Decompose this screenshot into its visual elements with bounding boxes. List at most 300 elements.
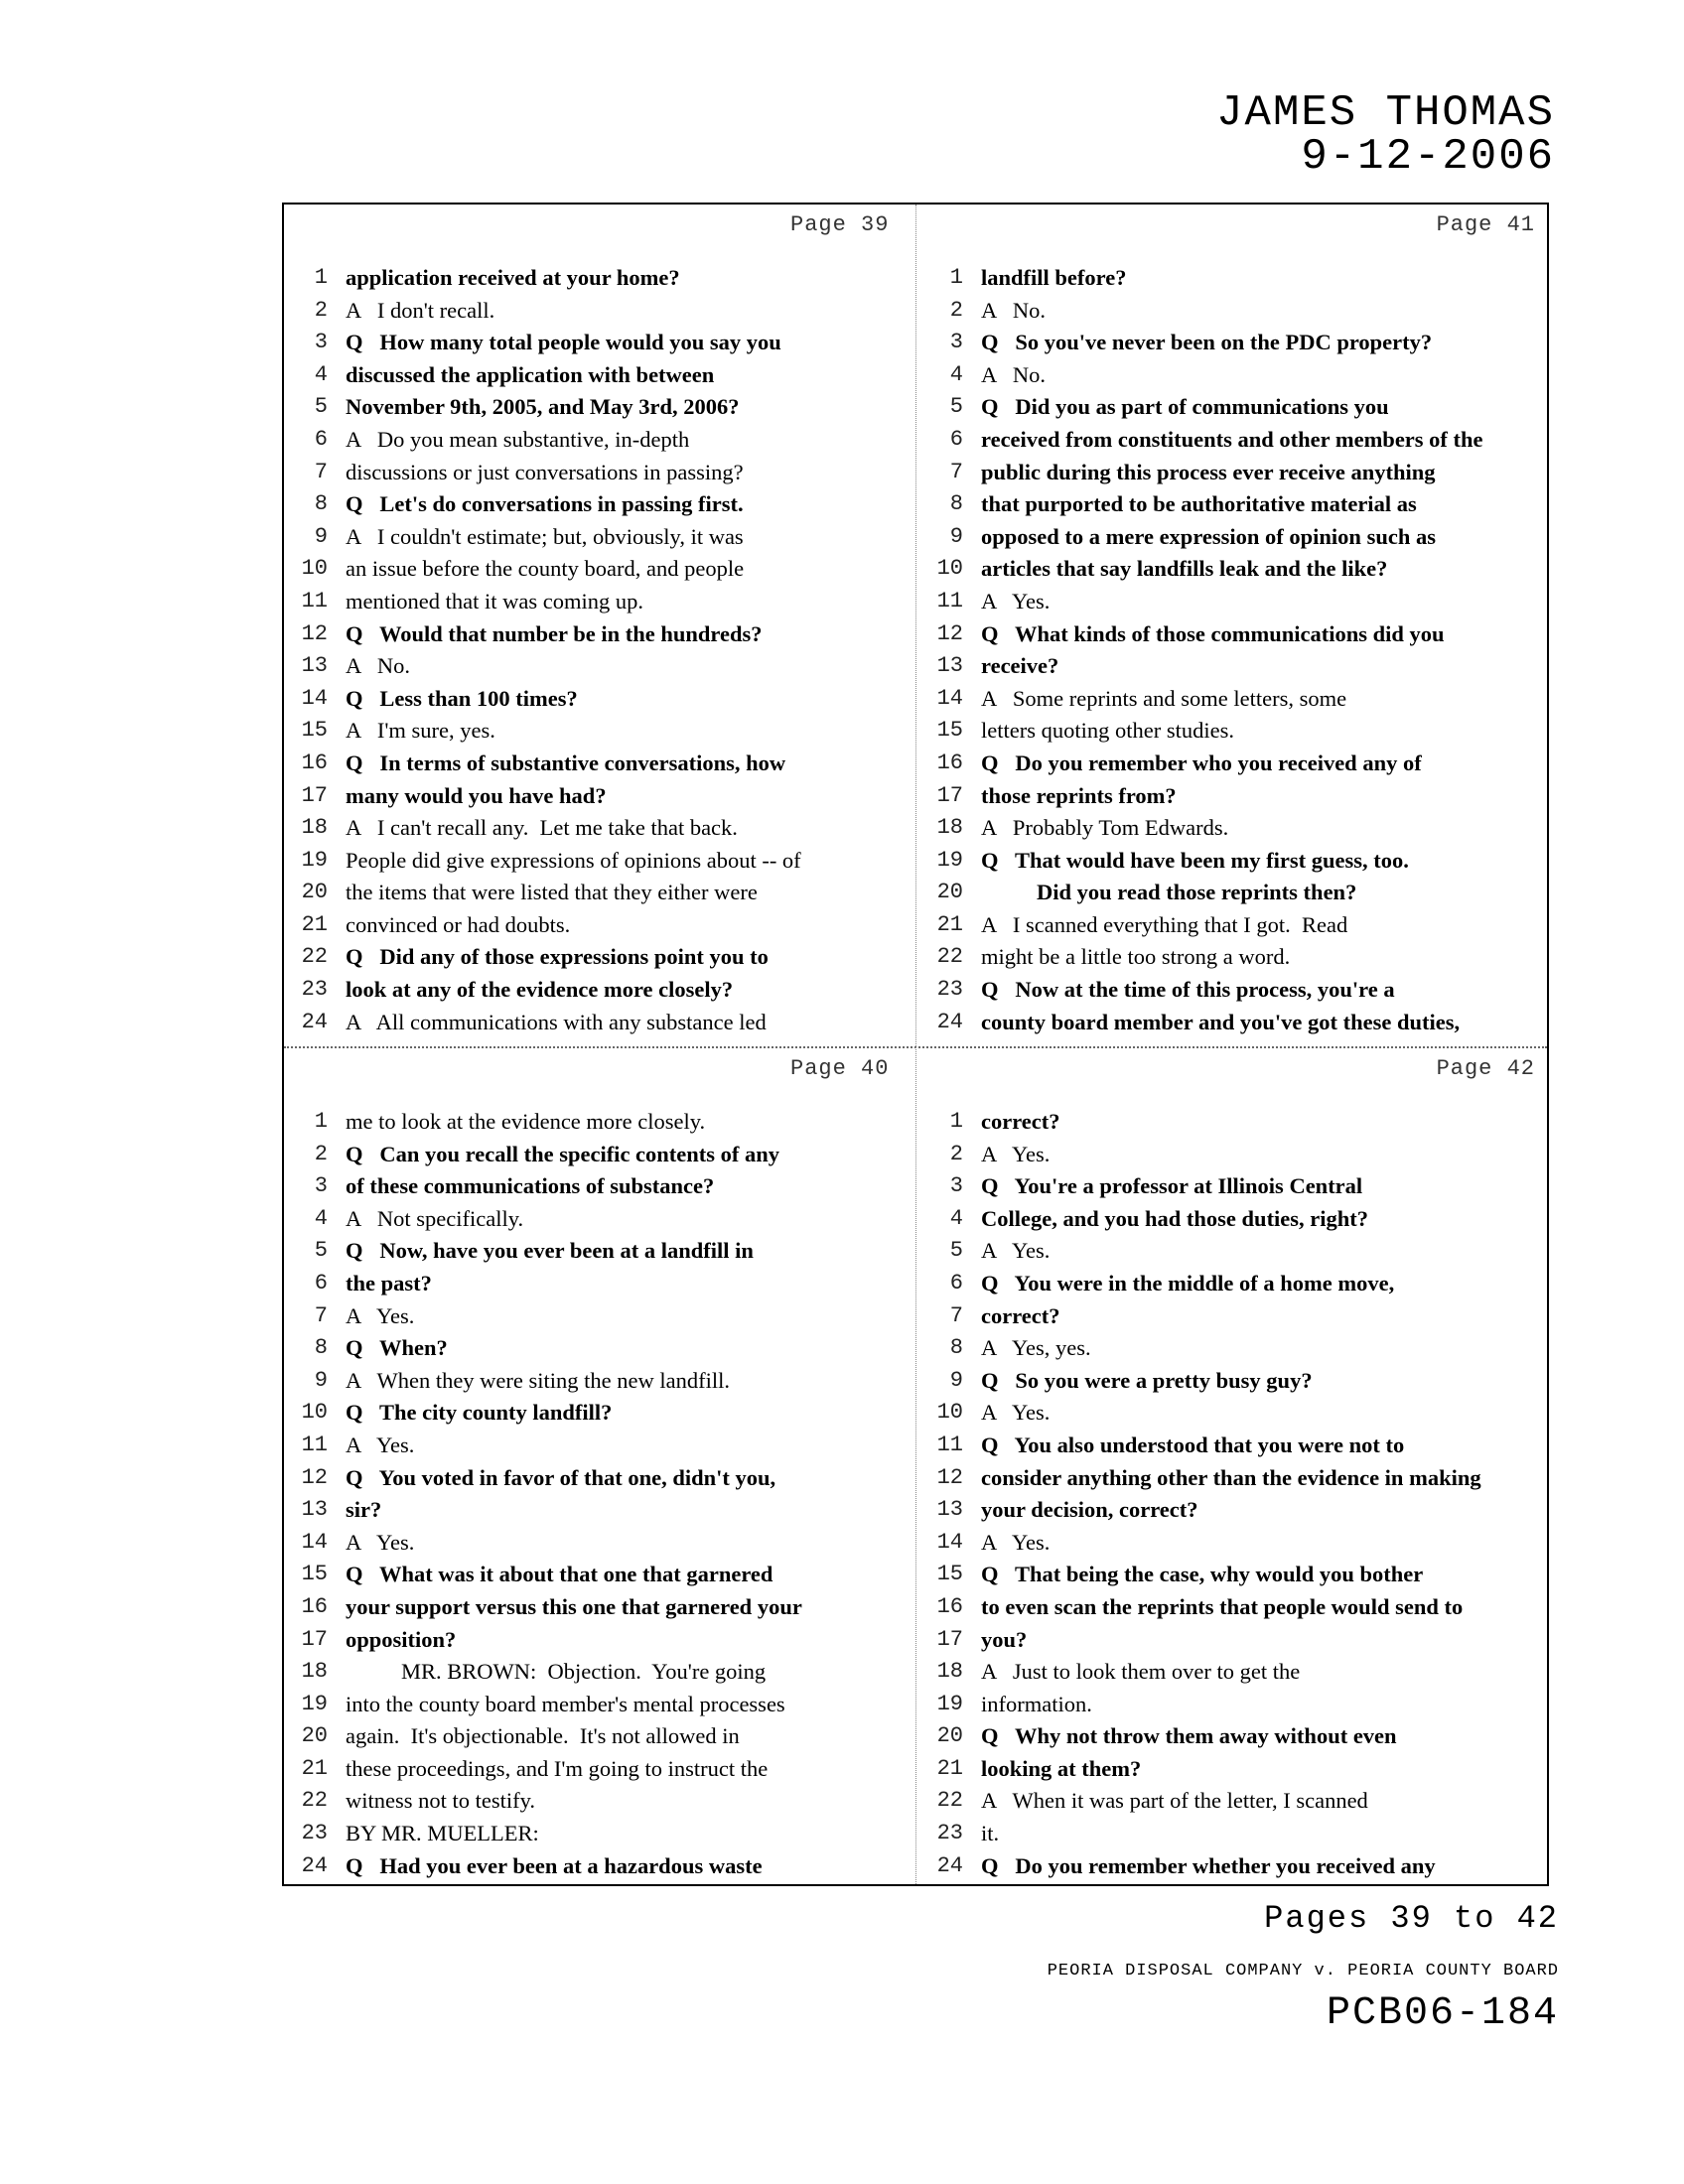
line-number: 21 [301, 1755, 328, 1781]
line-number: 23 [301, 1821, 328, 1846]
line-number: 2 [949, 297, 963, 323]
transcript-line [284, 1203, 915, 1236]
transcript-line [284, 845, 915, 878]
transcript-line [919, 295, 1551, 328]
line-text: Q What kinds of those communications did you [981, 620, 1445, 646]
line-text: receive? [981, 653, 1059, 679]
page-title: Page 39 [790, 212, 890, 237]
line-number: 13 [301, 1497, 328, 1523]
line-text: A Yes. [981, 1238, 1051, 1264]
transcript-line [919, 1850, 1551, 1883]
line-number: 7 [314, 459, 328, 484]
line-number: 6 [949, 1270, 963, 1296]
page-40-panel [284, 1048, 915, 1890]
line-text: Q Would that number be in the hundreds? [346, 620, 763, 646]
line-text: opposed to a mere expression of opinion such as [981, 523, 1436, 549]
transcript-line [919, 1785, 1551, 1818]
line-number: 1 [314, 1109, 328, 1134]
line-text: looking at them? [981, 1755, 1142, 1781]
line-number: 19 [936, 1691, 963, 1716]
line-number: 3 [314, 1173, 328, 1199]
transcript-line [919, 1430, 1551, 1462]
line-number: 7 [314, 1302, 328, 1328]
page-42-panel [919, 1048, 1551, 1890]
transcript-line [919, 748, 1551, 780]
line-number: 15 [301, 1562, 328, 1587]
line-text: discussions or just conversations in passing? [346, 459, 744, 484]
line-number: 16 [301, 1593, 328, 1619]
line-number: 1 [314, 265, 328, 290]
line-number: 22 [301, 944, 328, 970]
line-text: A Yes. [981, 588, 1051, 614]
line-number: 4 [949, 361, 963, 387]
line-number: 7 [949, 1302, 963, 1328]
line-number: 5 [314, 1238, 328, 1264]
transcript-line [919, 683, 1551, 716]
line-number: 17 [301, 782, 328, 808]
line-text: Q Why not throw them away without even [981, 1723, 1397, 1749]
line-text: consider anything other than the evidence in making [981, 1464, 1481, 1490]
line-number: 15 [936, 718, 963, 744]
transcript-line [919, 1462, 1551, 1495]
line-number: 18 [936, 1659, 963, 1685]
line-text: A Yes. [346, 1432, 415, 1457]
line-number: 18 [301, 815, 328, 841]
transcript-line [919, 1656, 1551, 1689]
line-text: might be a little too strong a word. [981, 944, 1291, 970]
line-text: landfill before? [981, 265, 1127, 290]
line-text: A Yes. [346, 1302, 415, 1328]
line-text: to even scan the reprints that people would send to [981, 1593, 1464, 1619]
line-number: 16 [936, 1593, 963, 1619]
line-text: A I don't recall. [346, 297, 495, 323]
transcript-line [284, 650, 915, 683]
line-number: 19 [301, 847, 328, 873]
line-number: 2 [314, 1141, 328, 1166]
line-text: again. It's objectionable. It's not allowed in [346, 1723, 740, 1749]
line-number: 19 [301, 1691, 328, 1716]
transcript-line [919, 618, 1551, 651]
transcript-line [284, 1818, 915, 1850]
transcript-line [284, 1753, 915, 1786]
line-text: A I can't recall any. Let me take that back. [346, 815, 738, 841]
line-number: 17 [936, 782, 963, 808]
transcript-line [284, 1365, 915, 1398]
transcript-line [284, 1300, 915, 1333]
line-text: A Probably Tom Edwards. [981, 815, 1229, 841]
transcript-line [919, 909, 1551, 942]
transcript-line [919, 1818, 1551, 1850]
transcript-line [919, 1332, 1551, 1365]
line-text: Q Did you as part of communications you [981, 394, 1389, 420]
line-text: an issue before the county board, and people [346, 556, 745, 582]
line-text: Q That being the case, why would you bother [981, 1562, 1424, 1587]
transcript-line [919, 974, 1551, 1007]
page-lines [919, 1106, 1551, 1882]
line-text: public during this process ever receive anything [981, 459, 1436, 484]
line-text: Q The city county landfill? [346, 1400, 613, 1426]
transcript-line [284, 941, 915, 974]
transcript-line [919, 488, 1551, 521]
line-number: 24 [936, 1009, 963, 1034]
transcript-line [919, 1591, 1551, 1624]
line-number: 14 [936, 685, 963, 711]
line-number: 2 [314, 297, 328, 323]
line-text: A Yes. [981, 1141, 1051, 1166]
pages-range: Pages 39 to 42 [1264, 1900, 1559, 1937]
line-number: 24 [936, 1852, 963, 1878]
transcript-frame [282, 203, 1549, 1886]
transcript-line [284, 391, 915, 424]
transcript-line [919, 586, 1551, 618]
transcript-line [919, 1689, 1551, 1721]
transcript-line [284, 618, 915, 651]
line-number: 3 [949, 1173, 963, 1199]
line-number: 12 [936, 1464, 963, 1490]
line-number: 15 [301, 718, 328, 744]
line-text: received from constituents and other members of the [981, 426, 1483, 452]
transcript-line [919, 1106, 1551, 1139]
line-number: 23 [301, 977, 328, 1003]
line-number: 5 [949, 394, 963, 420]
transcript-line [284, 1624, 915, 1657]
line-number: 11 [301, 1432, 328, 1457]
transcript-line [284, 1850, 915, 1883]
line-number: 21 [301, 911, 328, 937]
case-number: PCB06-184 [1326, 1991, 1559, 2036]
transcript-line [919, 1397, 1551, 1430]
line-text: A Do you mean substantive, in-depth [346, 426, 690, 452]
transcript-line [284, 877, 915, 909]
transcript-line [284, 715, 915, 748]
line-text: county board member and you've got these duties, [981, 1009, 1461, 1034]
transcript-line [919, 359, 1551, 392]
transcript-line [919, 327, 1551, 359]
transcript-line [919, 1527, 1551, 1560]
transcript-line [284, 295, 915, 328]
line-number: 16 [301, 750, 328, 775]
line-number: 18 [936, 815, 963, 841]
line-text: Q In terms of substantive conversations, how [346, 750, 786, 775]
transcript-line [284, 359, 915, 392]
line-number: 22 [301, 1788, 328, 1814]
line-number: 12 [301, 620, 328, 646]
transcript-line [919, 650, 1551, 683]
line-number: 22 [936, 944, 963, 970]
transcript-line [284, 1430, 915, 1462]
line-text: the past? [346, 1270, 432, 1296]
transcript-line [919, 941, 1551, 974]
line-text: the items that were listed that they either were [346, 880, 758, 905]
line-text: into the county board member's mental processes [346, 1691, 785, 1716]
line-text: correct? [981, 1302, 1060, 1328]
line-text: of these communications of substance? [346, 1173, 715, 1199]
transcript-line [919, 877, 1551, 909]
transcript-line [919, 1300, 1551, 1333]
line-text: articles that say landfills leak and the like? [981, 556, 1388, 582]
line-number: 10 [936, 1400, 963, 1426]
page-title: Page 40 [790, 1056, 890, 1081]
line-text: A Some reprints and some letters, some [981, 685, 1347, 711]
line-number: 18 [301, 1659, 328, 1685]
transcript-line [919, 1007, 1551, 1039]
transcript-line [284, 1106, 915, 1139]
line-number: 23 [936, 977, 963, 1003]
line-number: 20 [936, 880, 963, 905]
page-39-panel [284, 205, 915, 1046]
line-text: opposition? [346, 1626, 457, 1652]
transcript-line [284, 586, 915, 618]
transcript-line [284, 1139, 915, 1171]
transcript-line [284, 1591, 915, 1624]
line-text: correct? [981, 1109, 1060, 1134]
line-number: 1 [949, 265, 963, 290]
line-number: 14 [301, 1529, 328, 1555]
transcript-line [284, 1235, 915, 1268]
transcript-line [284, 974, 915, 1007]
transcript-line [919, 391, 1551, 424]
line-text: witness not to testify. [346, 1788, 536, 1814]
line-number: 8 [949, 1335, 963, 1361]
transcript-line [919, 424, 1551, 457]
line-number: 17 [936, 1626, 963, 1652]
line-number: 20 [301, 880, 328, 905]
line-number: 24 [301, 1852, 328, 1878]
line-number: 3 [949, 330, 963, 355]
case-caption: PEORIA DISPOSAL COMPANY v. PEORIA COUNTY BOARD [1047, 1962, 1559, 1980]
line-number: 15 [936, 1562, 963, 1587]
line-number: 10 [301, 1400, 328, 1426]
line-text: that purported to be authoritative material as [981, 491, 1417, 517]
line-number: 20 [936, 1723, 963, 1749]
line-text: application received at your home? [346, 265, 680, 290]
line-number: 11 [301, 588, 328, 614]
line-text: it. [981, 1821, 1000, 1846]
line-number: 12 [301, 1464, 328, 1490]
line-text: letters quoting other studies. [981, 718, 1234, 744]
line-text: Q You were in the middle of a home move, [981, 1270, 1395, 1296]
transcript-line [919, 1139, 1551, 1171]
line-text: your support versus this one that garnered your [346, 1593, 802, 1619]
transcript-line [284, 1720, 915, 1753]
line-number: 13 [936, 653, 963, 679]
line-number: 13 [936, 1497, 963, 1523]
transcript-line [919, 1170, 1551, 1203]
line-text: these proceedings, and I'm going to instruct the [346, 1755, 769, 1781]
transcript-line [284, 553, 915, 586]
transcript-line [284, 1785, 915, 1818]
transcript-line [919, 812, 1551, 845]
line-number: 14 [936, 1529, 963, 1555]
line-number: 20 [301, 1723, 328, 1749]
line-text: A When it was part of the letter, I scanned [981, 1788, 1368, 1814]
transcript-line [284, 748, 915, 780]
page-lines [919, 262, 1551, 1038]
line-number: 4 [314, 1205, 328, 1231]
vertical-divider [915, 205, 916, 1884]
page-title: Page 41 [1436, 212, 1535, 237]
line-text: A No. [346, 653, 411, 679]
line-number: 12 [936, 620, 963, 646]
line-number: 23 [936, 1821, 963, 1846]
line-number: 3 [314, 330, 328, 355]
line-text: Q Did any of those expressions point you to [346, 944, 769, 970]
line-text: BY MR. MUELLER: [346, 1821, 539, 1846]
line-text: A When they were siting the new landfill. [346, 1367, 730, 1393]
line-text: me to look at the evidence more closely. [346, 1109, 706, 1134]
line-text: A All communications with any substance led [346, 1009, 767, 1034]
deposition-date: 9-12-2006 [1301, 132, 1555, 182]
line-number: 9 [949, 1367, 963, 1393]
transcript-line [284, 1527, 915, 1560]
line-text: A Yes. [981, 1529, 1051, 1555]
transcript-line [919, 1624, 1551, 1657]
transcript-line [284, 1656, 915, 1689]
transcript-line [919, 1494, 1551, 1527]
transcript-line [284, 488, 915, 521]
line-text: Q You voted in favor of that one, didn't you, [346, 1464, 776, 1490]
line-text: College, and you had those duties, right? [981, 1205, 1369, 1231]
line-number: 16 [936, 750, 963, 775]
line-text: MR. BROWN: Objection. You're going [401, 1659, 767, 1685]
line-text: discussed the application with between [346, 361, 715, 387]
line-number: 1 [949, 1109, 963, 1134]
transcript-line [284, 1397, 915, 1430]
transcript-line [919, 1268, 1551, 1300]
line-number: 14 [301, 685, 328, 711]
transcript-line [284, 812, 915, 845]
line-number: 17 [301, 1626, 328, 1652]
transcript-line [919, 1753, 1551, 1786]
line-text: Q Do you remember whether you received any [981, 1852, 1436, 1878]
transcript-line [284, 327, 915, 359]
page-title: Page 42 [1436, 1056, 1535, 1081]
line-number: 10 [301, 556, 328, 582]
line-text: A Not specifically. [346, 1205, 524, 1231]
line-text: A Yes, yes. [981, 1335, 1091, 1361]
line-number: 8 [949, 491, 963, 517]
transcript-line [919, 1720, 1551, 1753]
line-number: 4 [949, 1205, 963, 1231]
line-text: Q So you were a pretty busy guy? [981, 1367, 1313, 1393]
line-number: 13 [301, 653, 328, 679]
transcript-line [284, 1494, 915, 1527]
line-number: 6 [314, 1270, 328, 1296]
transcript-line [919, 553, 1551, 586]
transcript-line [284, 683, 915, 716]
line-number: 19 [936, 847, 963, 873]
line-number: 4 [314, 361, 328, 387]
transcript-line [284, 1689, 915, 1721]
transcript-line [284, 909, 915, 942]
transcript-line [284, 521, 915, 554]
transcript-line [919, 262, 1551, 295]
page-41-panel [919, 205, 1551, 1046]
line-text: Q That would have been my first guess, too. [981, 847, 1409, 873]
transcript-line [919, 521, 1551, 554]
line-number: 8 [314, 1335, 328, 1361]
line-text: Q Now, have you ever been at a landfill in [346, 1238, 754, 1264]
transcript-line [919, 780, 1551, 813]
line-text: A I scanned everything that I got. Read [981, 911, 1348, 937]
transcript-line [284, 1170, 915, 1203]
line-text: A I couldn't estimate; but, obviously, it was [346, 523, 744, 549]
transcript-line [284, 1007, 915, 1039]
line-number: 5 [314, 394, 328, 420]
transcript-line [919, 1235, 1551, 1268]
page-lines [284, 262, 915, 1038]
transcript-line [284, 262, 915, 295]
line-text: Q Do you remember who you received any of [981, 750, 1422, 775]
line-number: 6 [949, 426, 963, 452]
line-text: Q Can you recall the specific contents of any [346, 1141, 780, 1166]
transcript-line [284, 1462, 915, 1495]
line-text: Q You also understood that you were not to [981, 1432, 1405, 1457]
transcript-line [919, 1559, 1551, 1591]
line-number: 22 [936, 1788, 963, 1814]
line-number: 10 [936, 556, 963, 582]
line-number: 8 [314, 491, 328, 517]
transcript-line [919, 845, 1551, 878]
line-text: A I'm sure, yes. [346, 718, 495, 744]
transcript-line [284, 1268, 915, 1300]
line-text: Q Let's do conversations in passing first. [346, 491, 744, 517]
line-text: Q You're a professor at Illinois Central [981, 1173, 1363, 1199]
line-text: A No. [981, 297, 1047, 323]
line-number: 9 [949, 523, 963, 549]
line-text: those reprints from? [981, 782, 1177, 808]
line-number: 6 [314, 426, 328, 452]
line-text: Q How many total people would you say you [346, 330, 781, 355]
transcript-line [919, 1365, 1551, 1398]
transcript-line [284, 424, 915, 457]
line-number: 9 [314, 523, 328, 549]
line-text: A Yes. [346, 1529, 415, 1555]
line-number: 5 [949, 1238, 963, 1264]
transcript-line [919, 1203, 1551, 1236]
line-number: 21 [936, 911, 963, 937]
page-lines [284, 1106, 915, 1882]
line-text: November 9th, 2005, and May 3rd, 2006? [346, 394, 740, 420]
line-number: 9 [314, 1367, 328, 1393]
line-text: you? [981, 1626, 1028, 1652]
line-text: look at any of the evidence more closely? [346, 977, 734, 1003]
transcript-line [284, 780, 915, 813]
line-text: A No. [981, 361, 1047, 387]
line-number: 11 [936, 588, 963, 614]
line-text: Did you read those reprints then? [1037, 880, 1357, 905]
line-text: many would you have had? [346, 782, 607, 808]
line-text: sir? [346, 1497, 382, 1523]
line-text: mentioned that it was coming up. [346, 588, 643, 614]
transcript-line [919, 457, 1551, 489]
transcript-line [919, 715, 1551, 748]
line-number: 2 [949, 1141, 963, 1166]
line-number: 24 [301, 1009, 328, 1034]
line-text: Q When? [346, 1335, 448, 1361]
line-number: 11 [936, 1432, 963, 1457]
line-text: Q So you've never been on the PDC property? [981, 330, 1433, 355]
line-text: A Yes. [981, 1400, 1051, 1426]
line-number: 7 [949, 459, 963, 484]
line-text: A Just to look them over to get the [981, 1659, 1301, 1685]
witness-name: JAMES THOMAS [1216, 88, 1555, 138]
line-text: Q Now at the time of this process, you're a [981, 977, 1395, 1003]
line-number: 21 [936, 1755, 963, 1781]
line-text: your decision, correct? [981, 1497, 1198, 1523]
line-text: convinced or had doubts. [346, 911, 571, 937]
transcript-line [284, 1332, 915, 1365]
